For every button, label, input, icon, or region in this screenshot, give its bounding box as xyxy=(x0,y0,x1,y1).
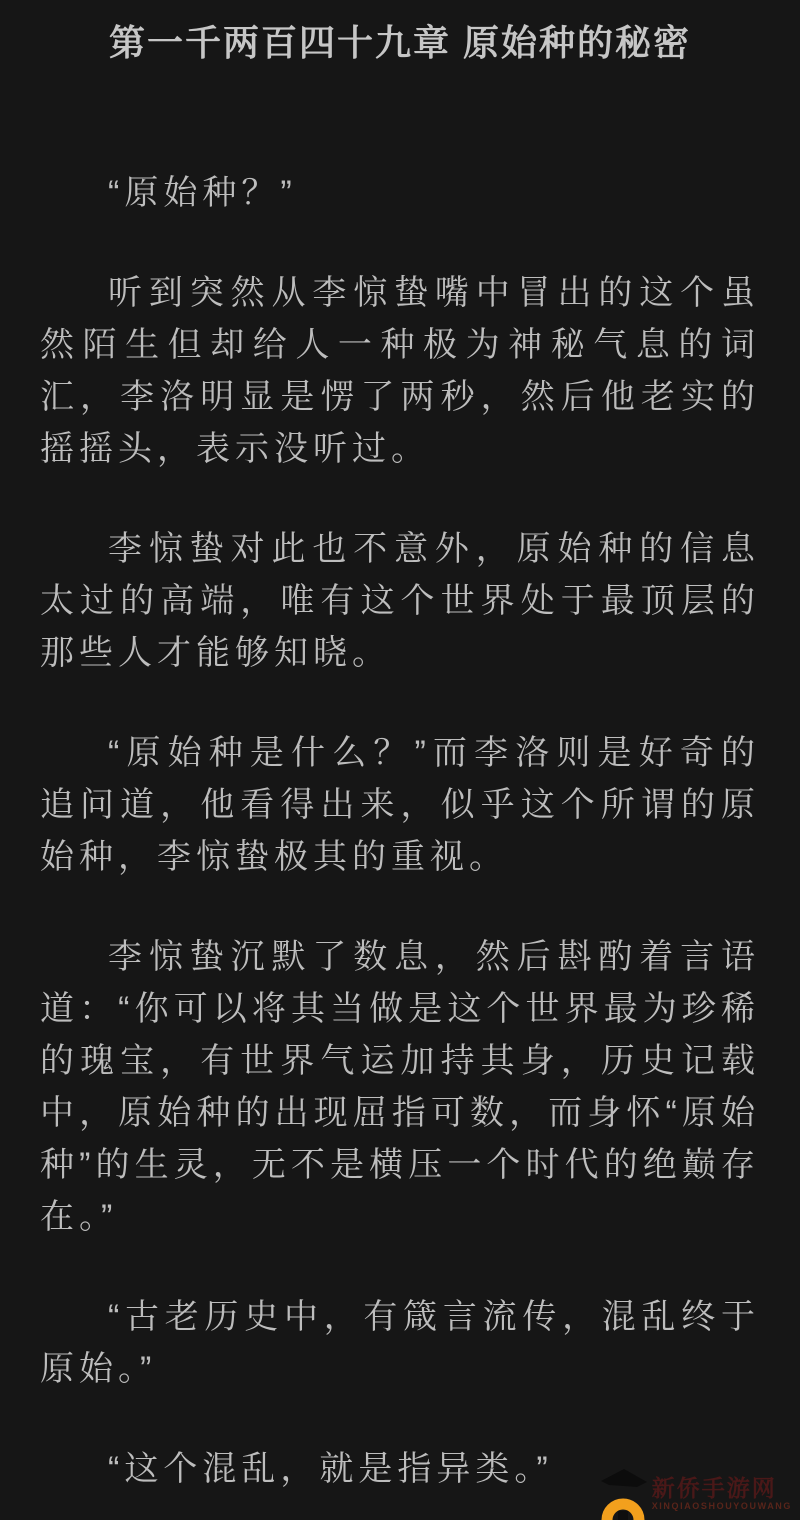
site-name: 新侨手游网 xyxy=(651,1474,777,1501)
paragraph: 李惊蛰对此也不意外，原始种的信息太过的高端，唯有这个世界处于最顶层的那些人才能够知晓。 xyxy=(40,530,760,672)
site-watermark-text xyxy=(652,1476,792,1520)
paragraph: 李惊蛰沉默了数息，然后斟酌着言语道：“你可以将其当做是这个世界最为珍稀的瑰宝，有世界气运加持其身，历史记载中，原始种的出现屈指可数，而身怀“原始种”的生灵，无不是横压一个时代的绝巅存在。” xyxy=(40,938,760,1236)
site-watermark xyxy=(599,1466,792,1520)
chapter-title: 第一千两百四十九章 原始种的秘密 xyxy=(108,22,691,63)
chapter-body xyxy=(40,167,760,1495)
paragraph: 听到突然从李惊蛰嘴中冒出的这个虽然陌生但却给人一种极为神秘气息的词汇，李洛明显是愣了两秒，然后他老实的摇摇头，表示没听过。 xyxy=(40,274,760,468)
paragraph: “原始种是什么？”而李洛则是好奇的追问道，他看得出来，似乎这个所谓的原始种，李惊蛰极其的重视。 xyxy=(40,734,760,876)
paragraph: “原始种？” xyxy=(108,174,297,212)
arch-gate-icon xyxy=(599,1466,647,1520)
paragraph: “古老历史中，有箴言流传，混乱终于原始。” xyxy=(40,1298,760,1388)
paragraph: “这个混乱，就是指异类。” xyxy=(108,1450,553,1488)
site-pinyin: XINQIAOSHOUYOUWANG xyxy=(651,1501,792,1512)
